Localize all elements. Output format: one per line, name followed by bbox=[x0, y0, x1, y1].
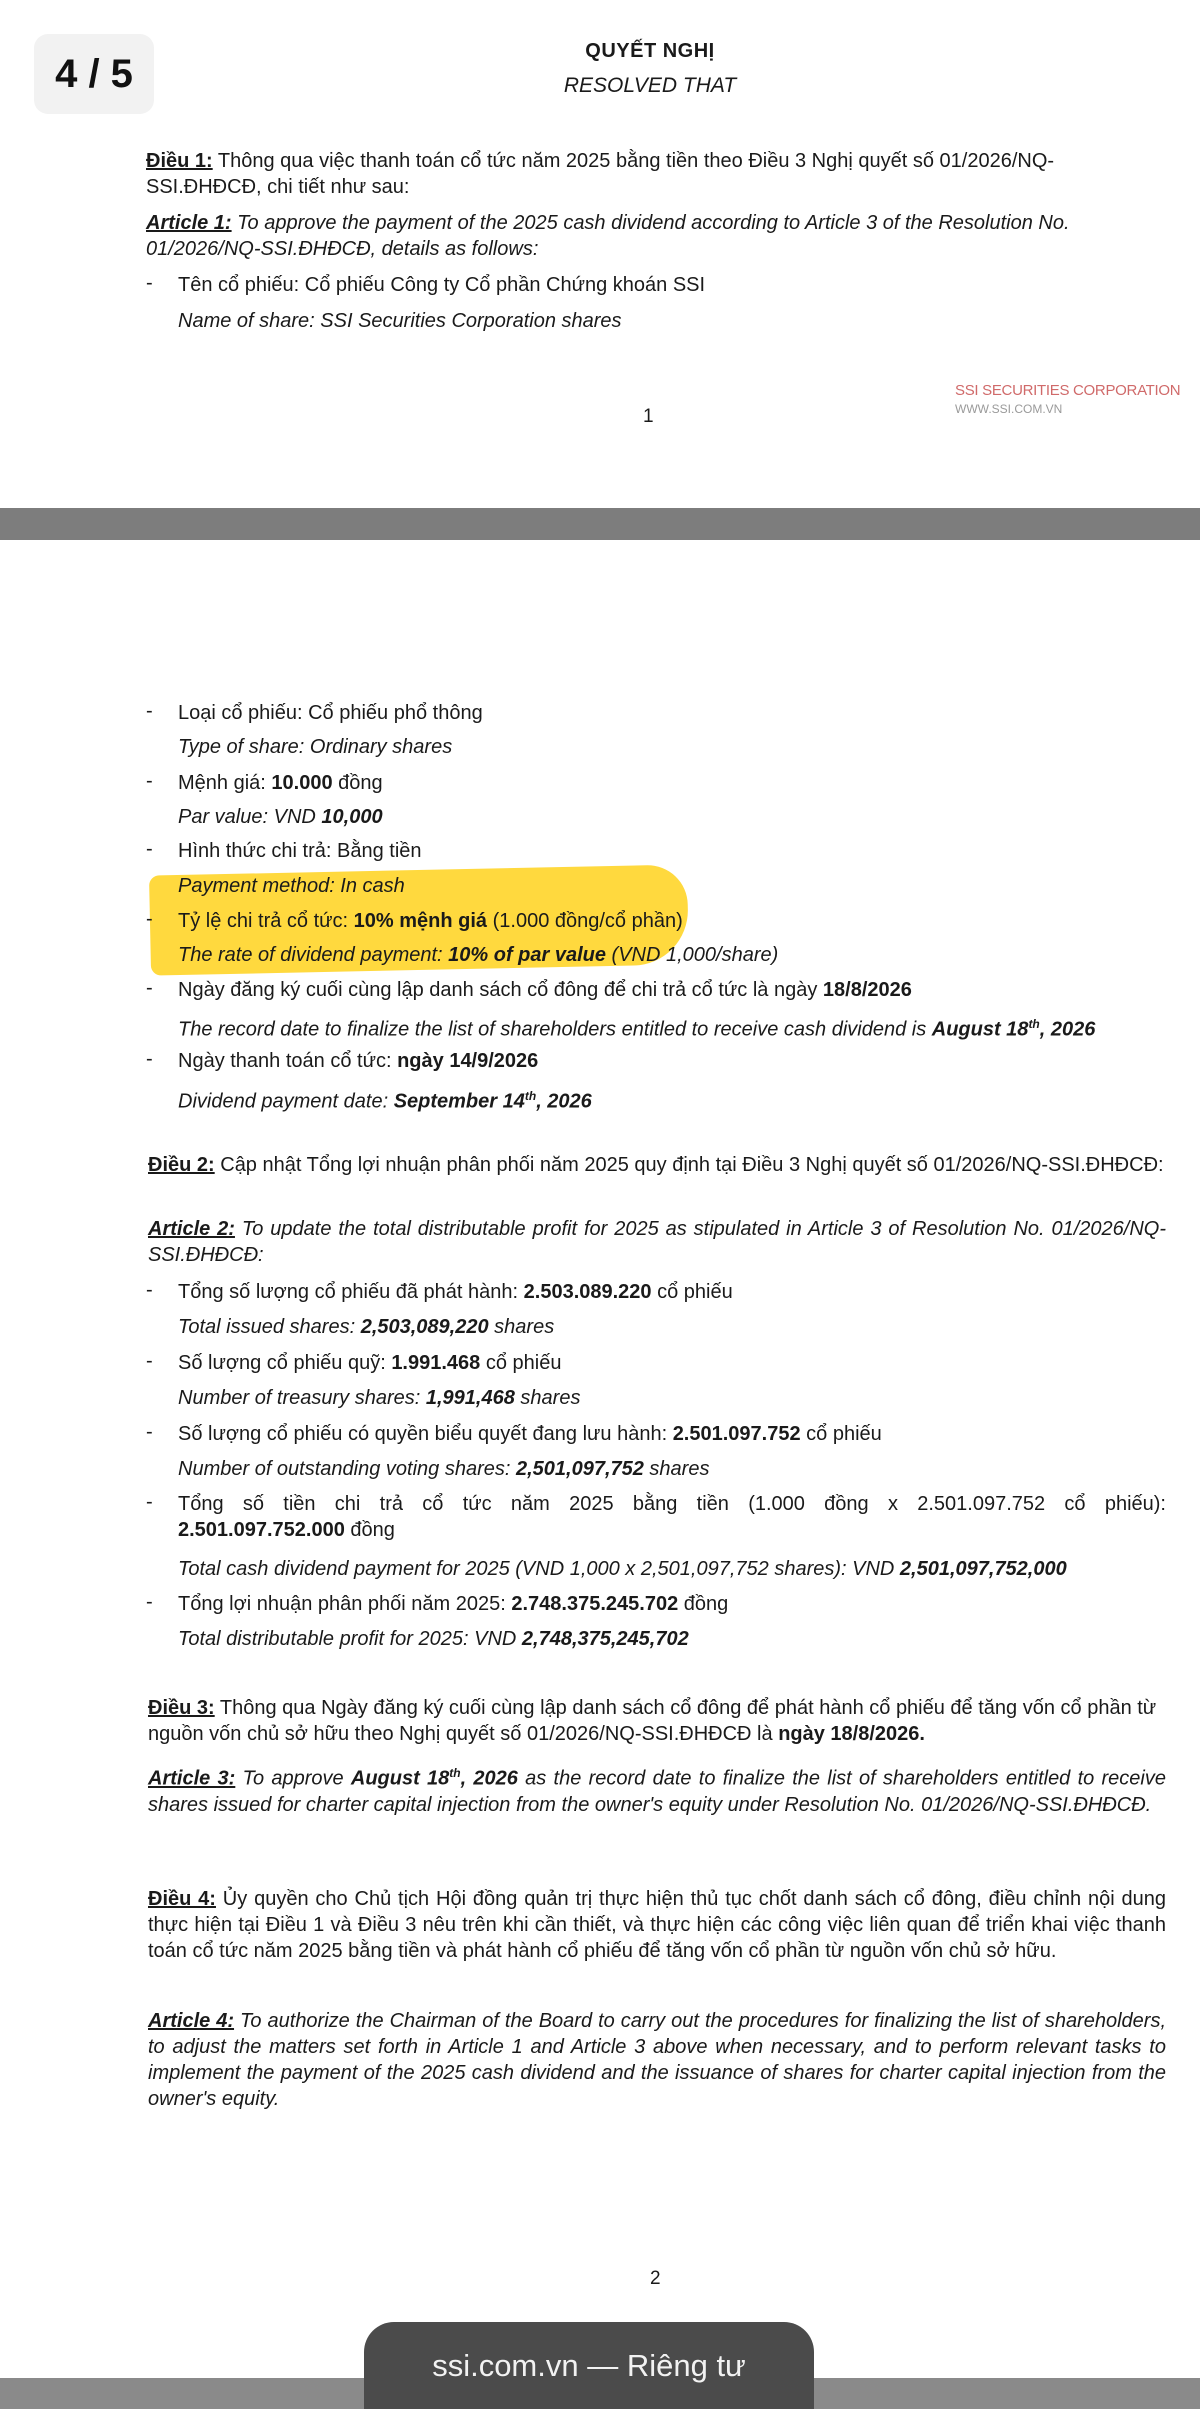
bullet: - bbox=[146, 770, 153, 792]
share-type-en: Type of share: Ordinary shares bbox=[178, 736, 453, 758]
bullet: - bbox=[146, 1591, 153, 1613]
article-2-en: Article 2: To update the total distributable profit for 2025 as stipulated in Article 3 of Resolution No. 01/2026/NQ-SSI.ĐHĐCĐ: bbox=[148, 1218, 1166, 1266]
treasury-shares-vi: Số lượng cổ phiếu quỹ: 1.991.468 cổ phiếu bbox=[178, 1352, 562, 1374]
share-type-vi: Loại cổ phiếu: Cổ phiếu phổ thông bbox=[178, 702, 483, 724]
document-subtitle: RESOLVED THAT bbox=[563, 74, 737, 97]
par-value-en: Par value: VND 10,000 bbox=[178, 806, 383, 828]
outstanding-shares-vi: Số lượng cổ phiếu có quyền biểu quyết đang lưu hành: 2.501.097.752 cổ phiếu bbox=[178, 1423, 882, 1445]
article-1-vi bbox=[146, 148, 1164, 200]
payment-date-vi: Ngày thanh toán cổ tức: ngày 14/9/2026 bbox=[178, 1050, 539, 1072]
article-3-en: Article 3: To approve August 18th, 2026 as the record date to finalize the list of shareholders entitled to receive shares issued for charter capital injection from the owner's equity under Resolution No. 01/2026/NQ-SSI.ĐHĐCĐ. bbox=[148, 1766, 1166, 1816]
bullet: - bbox=[146, 908, 153, 930]
issued-shares-en: Total issued shares: 2,503,089,220 shares bbox=[178, 1316, 555, 1338]
corporation-name: SSI SECURITIES CORPORATION bbox=[955, 382, 1181, 399]
distributable-profit-en: Total distributable profit for 2025: VND 2,748,375,245,702 bbox=[178, 1628, 689, 1650]
record-date-vi: Ngày đăng ký cuối cùng lập danh sách cổ đông để chi trả cổ tức là ngày 18/8/2026 bbox=[178, 979, 912, 1001]
page-number-1: 1 bbox=[643, 406, 654, 427]
article-2-vi: Điều 2: Cập nhật Tổng lợi nhuận phân phối năm 2025 quy định tại Điều 3 Nghị quyết số 01/2026/NQ-SSI.ĐHĐCĐ: bbox=[148, 1154, 1164, 1176]
issued-shares-vi: Tổng số lượng cổ phiếu đã phát hành: 2.503.089.220 cổ phiếu bbox=[178, 1281, 733, 1303]
url-bar[interactable]: ssi.com.vn — Riêng tư bbox=[364, 2322, 814, 2409]
bullet: - bbox=[146, 272, 153, 294]
record-date-en: The record date to finalize the list of shareholders entitled to receive cash dividend is August 18th, 2026 bbox=[178, 1017, 1096, 1041]
article-3-vi: Điều 3: Thông qua Ngày đăng ký cuối cùng lập danh sách cổ đông để phát hành cổ phiếu để tăng vốn cổ phần từ nguồn vốn chủ sở hữu theo Nghị quyết số 01/2026/NQ-SSI.ĐHĐCĐ là ngày 18/8/2026. bbox=[148, 1697, 1157, 1745]
article-1-en bbox=[146, 210, 1164, 262]
par-value-vi: Mệnh giá: 10.000 đồng bbox=[178, 772, 383, 794]
bullet: - bbox=[146, 1279, 153, 1301]
article-4-vi: Điều 4: Ủy quyền cho Chủ tịch Hội đồng quản trị thực hiện thủ tục chốt danh sách cổ đông, điều chỉnh nội dung thực hiện tại Điều 1 và Điều 3 nêu trên khi cần thiết, và thực hiện các công việc liên quan để triển khai việc thanh toán cổ tức năm 2025 bằng tiền và phát hành cổ phiếu để tăng vốn cổ phần từ nguồn vốn chủ sở hữu. bbox=[148, 1888, 1166, 1962]
payment-date-en: Dividend payment date: September 14th, 2026 bbox=[178, 1089, 592, 1113]
page-counter: 4 / 5 bbox=[34, 34, 154, 114]
share-name-vi: Tên cổ phiếu: Cổ phiếu Công ty Cổ phần Chứng khoán SSI bbox=[178, 274, 706, 296]
total-dividend-en: Total cash dividend payment for 2025 (VND 1,000 x 2,501,097,752 shares): VND 2,501,097,752,000 bbox=[178, 1558, 1067, 1580]
share-name-en: Name of share: SSI Securities Corporation shares bbox=[178, 310, 622, 332]
bullet: - bbox=[146, 1048, 153, 1070]
payment-method-vi: Hình thức chi trả: Bằng tiền bbox=[178, 840, 422, 862]
bullet: - bbox=[146, 1491, 153, 1513]
corporation-website: WWW.SSI.COM.VN bbox=[955, 402, 1063, 416]
bullet: - bbox=[146, 1350, 153, 1372]
payment-method-en: Payment method: In cash bbox=[178, 875, 405, 897]
article-text: Thông qua việc thanh toán cổ tức năm 2025 bằng tiền theo Điều 3 Nghị quyết số 01/2026/NQ-SSI.ĐHĐCĐ, chi tiết như sau: bbox=[146, 150, 1055, 198]
article-label: Article 1: bbox=[146, 212, 232, 234]
article-text: To approve the payment of the 2025 cash dividend according to Article 3 of the Resolution No. 01/2026/NQ-SSI.ĐHĐCĐ, details as follows: bbox=[146, 212, 1070, 260]
distributable-profit-vi: Tổng lợi nhuận phân phối năm 2025: 2.748.375.245.702 đồng bbox=[178, 1593, 729, 1615]
bullet: - bbox=[146, 1421, 153, 1443]
page-separator bbox=[0, 508, 1200, 540]
bullet: - bbox=[146, 838, 153, 860]
page-number-2: 2 bbox=[650, 2268, 661, 2289]
treasury-shares-en: Number of treasury shares: 1,991,468 shares bbox=[178, 1387, 581, 1409]
dividend-rate-en: The rate of dividend payment: 10% of par value (VND 1,000/share) bbox=[178, 944, 779, 966]
bullet: - bbox=[146, 977, 153, 999]
bullet: - bbox=[146, 700, 153, 722]
document-title: QUYẾT NGHỊ bbox=[585, 40, 715, 62]
total-dividend-vi: Tổng số tiền chi trả cổ tức năm 2025 bằng tiền (1.000 đồng x 2.501.097.752 cổ phiếu): 2.501.097.752.000 đồng bbox=[178, 1493, 1166, 1541]
article-label: Điều 1: bbox=[146, 150, 213, 172]
dividend-rate-vi: Tỷ lệ chi trả cổ tức: 10% mệnh giá (1.000 đồng/cổ phần) bbox=[178, 910, 683, 932]
outstanding-shares-en: Number of outstanding voting shares: 2,501,097,752 shares bbox=[178, 1458, 710, 1480]
article-4-en: Article 4: To authorize the Chairman of the Board to carry out the procedures for finalizing the list of shareholders, to adjust the matters set forth in Article 1 and Article 3 above when necessary, and to perform relevant tasks to implement the payment of the 2025 cash dividend and the issuance of shares for charter capital injection from the owner's equity. bbox=[148, 2010, 1166, 2110]
